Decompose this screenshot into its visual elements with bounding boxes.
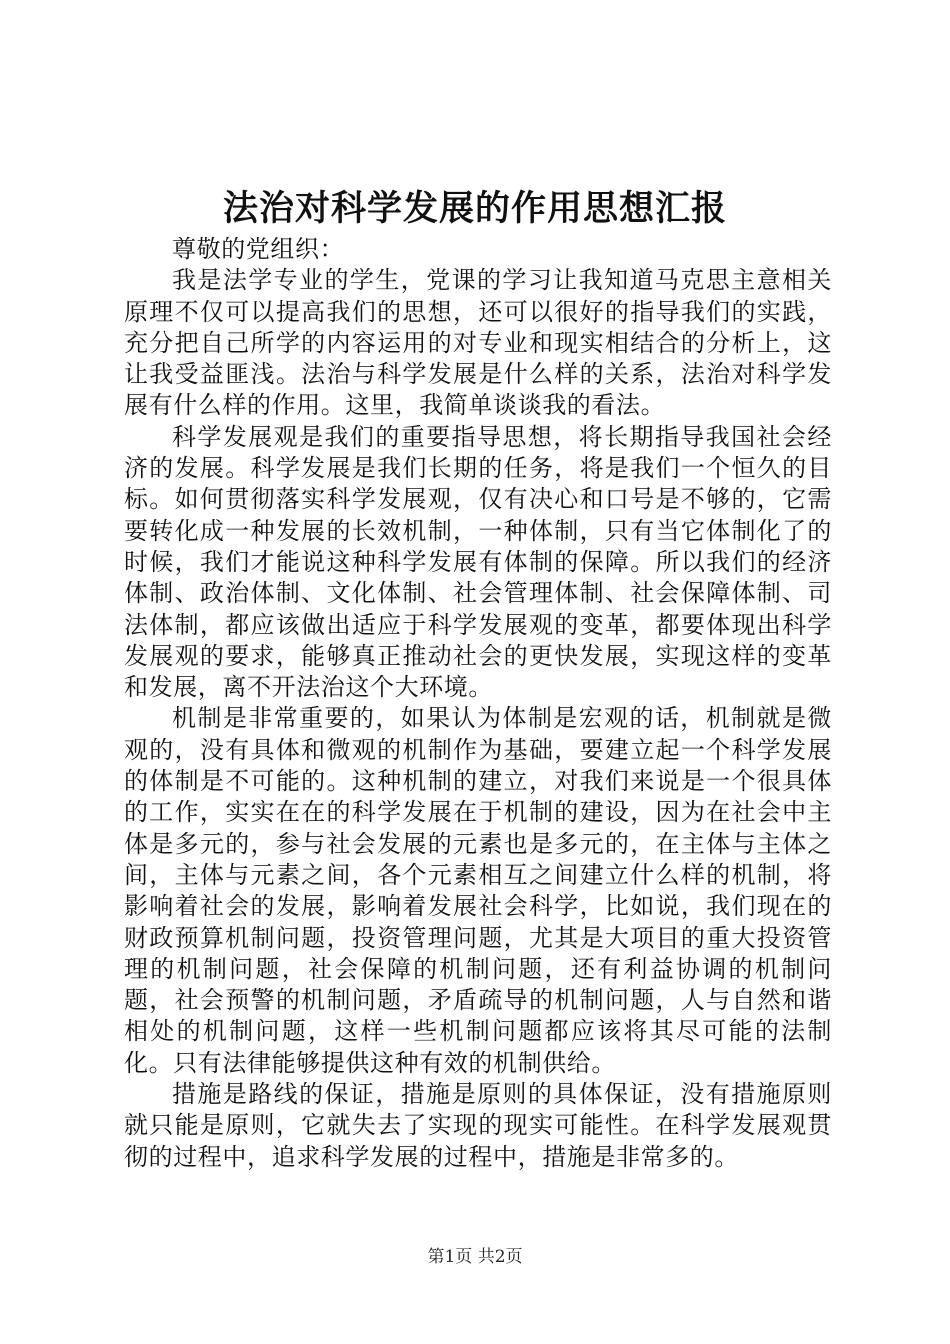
salutation: 尊敬的党组织： (172, 235, 345, 263)
paragraph-2: 科学发展观是我们的重要指导思想，将长期指导我国社会经济的发展。科学发展是我们长期的任务，将是我们一个恒久的目标。如何贯彻落实科学发展观，仅有决心和口号是不够的，它需要转化成一种发展的长效机制，一种体制，只有当它体制化了的时候，我们才能说这种科学发展有体制的保障。所以我们的经济体制、政治体制、文化体制、社会管理体制、社会保障体制、司法体制，都应该做出适应于科学发展观的变革，都要体现出科学发展观的要求，能够真正推动社会的更快发展，实现这样的变革和发展，离不开法治这个大环境。 (124, 422, 832, 702)
paragraph-3: 机制是非常重要的，如果认为体制是宏观的话，机制就是微观的，没有具体和微观的机制作为基础，要建立起一个科学发展的体制是不可能的。这种机制的建立，对我们来说是一个很具体的工作，实实在在的科学发展在于机制的建设，因为在社会中主体是多元的，参与社会发展的元素也是多元的，在主体与主体之间，主体与元素之间，各个元素相互之间建立什么样的机制，将影响着社会的发展，影响着发展社会科学，比如说，我们现在的财政预算机制问题，投资管理问题，尤其是大项目的重大投资管理的机制问题，社会保障的机制问题，还有利益协调的机制问题，社会预警的机制问题，矛盾疏导的机制问题，人与自然和谐相处的机制问题，这样一些机制问题都应该将其尽可能的法制化。只有法律能够提供这种有效的机制供给。 (124, 704, 832, 1077)
document-title: 法治对科学发展的作用思想汇报 (222, 188, 727, 229)
page-number-footer: 第1页 共2页 (427, 1247, 523, 1267)
paragraph-4: 措施是路线的保证，措施是原则的具体保证，没有措施原则就只能是原则，它就失去了实现的现实可能性。在科学发展观贯彻的过程中，追求科学发展的过程中，措施是非常多的。 (124, 1080, 832, 1171)
document-body (124, 234, 832, 1173)
paragraph-1: 我是法学专业的学生，党课的学习让我知道马克思主意相关原理不仅可以提高我们的思想，还可以很好的指导我们的实践，充分把自己所学的内容运用的对专业和现实相结合的分析上，这让我受益匪浅。法治与科学发展是什么样的关系，法治对科学发展有什么样的作用。这里，我简单谈谈我的看法。 (124, 266, 832, 420)
